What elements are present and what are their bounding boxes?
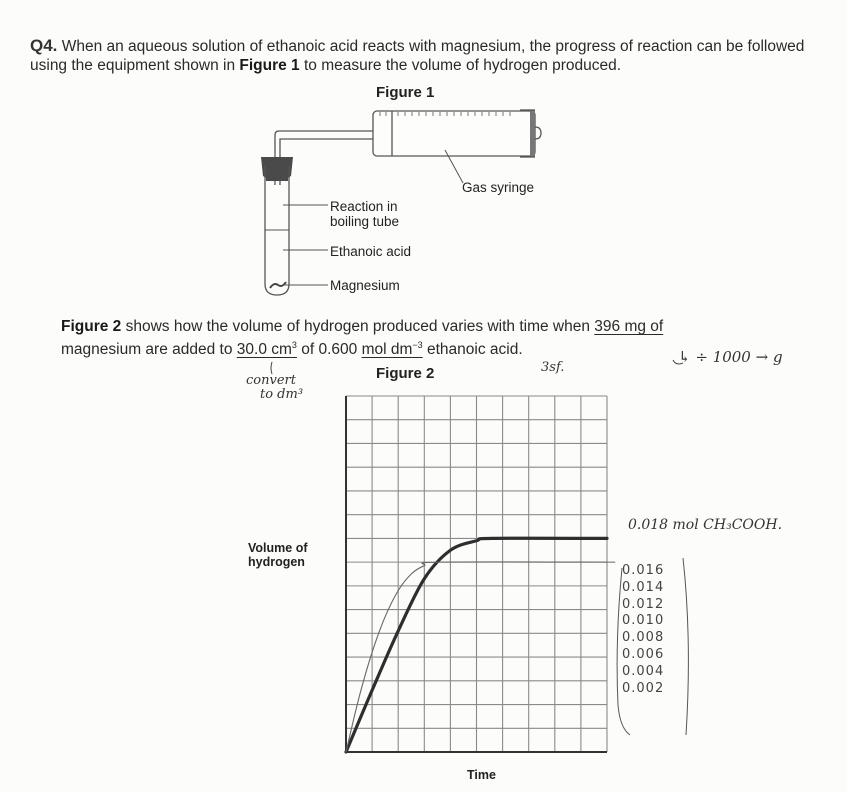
question-intro: Q4. When an aqueous solution of ethanoic acid reacts with magnesium, the progress of reaction can be followed using the equipment shown in Figure 1 to measure the volume of hydrogen produced. <box>30 36 805 74</box>
label-ethanoic-acid: Ethanoic acid <box>330 244 412 259</box>
label-gas-syringe: Gas syringe <box>462 180 535 195</box>
note-sig-figs: 3sf. <box>541 360 565 375</box>
mole-scale: 0.016 0.014 0.012 0.010 0.008 0.006 0.004 0.002 <box>622 563 665 696</box>
figure1-ref: Figure 1 <box>239 57 300 74</box>
chart-grid <box>346 396 607 752</box>
label-magnesium: Magnesium <box>330 278 400 293</box>
label-reaction-tube: Reaction in boiling tube <box>330 199 400 229</box>
question-number: Q4. <box>30 36 58 55</box>
figure2-title: Figure 2 <box>376 365 435 382</box>
acid-volume: 30.0 $cm^3$ <box>236 340 297 359</box>
figure1-title: Figure 1 <box>376 84 435 101</box>
chart-y-label: Volume of hydrogen <box>248 541 308 569</box>
acid-concentration-unit: mol $dm^{-3}$ <box>361 340 423 359</box>
chart-x-label: Time <box>467 768 496 782</box>
magnesium-mass: 396 mg of <box>594 318 664 335</box>
chart-curves <box>346 538 615 752</box>
note-moles-acid: 0.018 mol CH₃COOH. <box>628 517 783 533</box>
figure2-description: Figure 2 shows how the volume of hydrogen produced varies with time when 396 mg of magnesium are added to 30.0 $cm^3$ of 0.600 mol $dm^{-3}$ ethanoic acid. <box>61 318 664 359</box>
note-convert: convert to dm³ <box>246 373 304 402</box>
figure2-ref: Figure 2 <box>61 318 122 335</box>
note-divide: ↳ ÷ 1000 → g <box>678 348 783 366</box>
